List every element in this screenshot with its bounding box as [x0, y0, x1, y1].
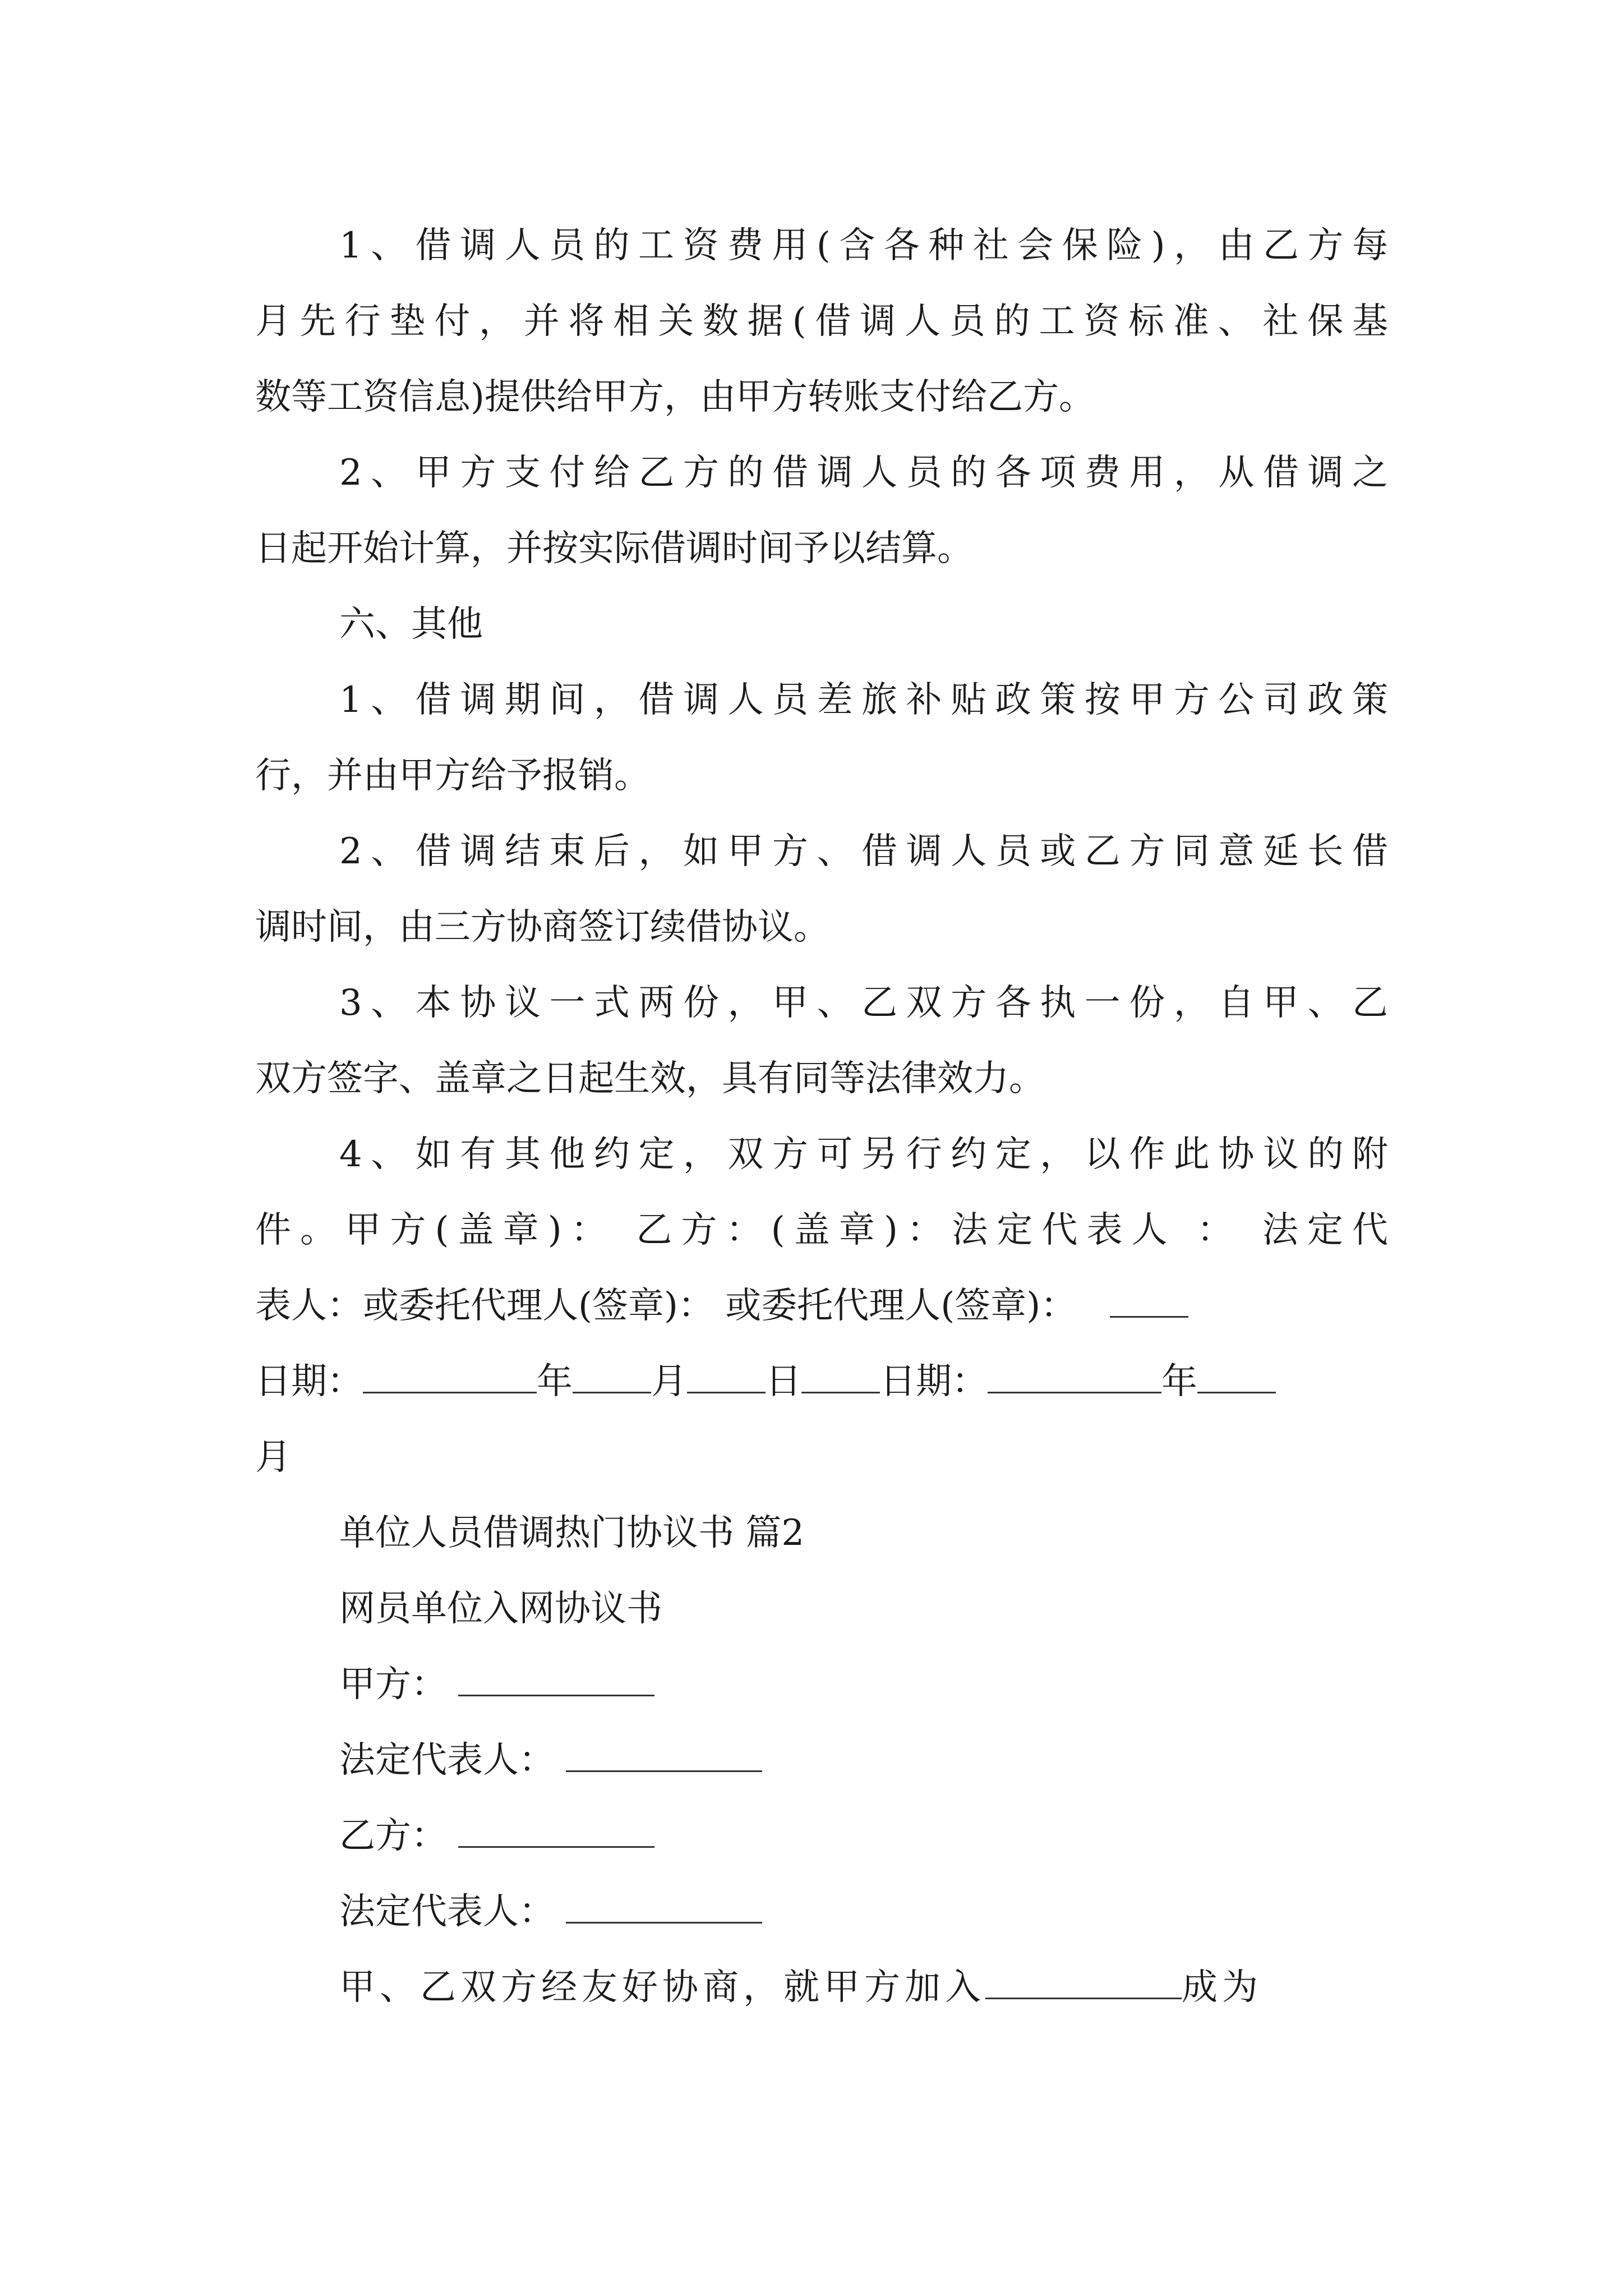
- date-year: 年: [1161, 1361, 1197, 1402]
- party-a-label: 甲方：: [339, 1664, 447, 1705]
- paragraph-line: 2、借调结束后，如甲方、借调人员或乙方同意延长借: [339, 831, 1388, 872]
- blank-field: [1197, 1358, 1276, 1393]
- paragraph-line: 行，并由甲方给予报销。: [255, 755, 650, 797]
- party-a-line: [339, 1659, 1388, 1710]
- party-b-label: 乙方：: [339, 1815, 447, 1857]
- section-heading: 六、其他: [339, 604, 483, 645]
- blank-field: [566, 1888, 762, 1924]
- blank-field: [458, 1661, 654, 1696]
- paragraph-line: 数等工资信息)提供给甲方，由甲方转账支付给乙方。: [255, 376, 1095, 418]
- date-month: 月: [651, 1361, 687, 1402]
- paragraph-line: [339, 1962, 1388, 2013]
- date-day: 日: [766, 1361, 801, 1402]
- paragraph-text: 成为: [1182, 1967, 1262, 2008]
- paragraph-line: 双方签字、盖章之日起生效，具有同等法律效力。: [255, 1058, 1045, 1099]
- blank-field: [573, 1358, 651, 1393]
- document-title: 网员单位入网协议书: [339, 1588, 662, 1630]
- blank-field: [1110, 1282, 1188, 1318]
- paragraph-text: 甲、乙双方经友好协商，就甲方加入: [339, 1967, 985, 2008]
- blank-field: [801, 1358, 880, 1393]
- blank-field: [458, 1812, 654, 1848]
- paragraph-line: 2、甲方支付给乙方的借调人员的各项费用，从借调之: [339, 452, 1388, 494]
- paragraph-line: 日起开始计算，并按实际借调时间予以结算。: [255, 528, 973, 569]
- legal-rep-label: 法定代表人：: [339, 1740, 555, 1781]
- date-year: 年: [537, 1361, 573, 1402]
- paragraph-line: 3、本协议一式两份，甲、乙双方各执一份，自甲、乙: [339, 982, 1388, 1024]
- date-line: [255, 1356, 1388, 1407]
- blank-field: [363, 1358, 537, 1393]
- section-title: 单位人员借调热门协议书 篇2: [339, 1512, 805, 1554]
- blank-field: [988, 1358, 1161, 1393]
- signature-label: 表人：或委托代理人(签章)： 或委托代理人(签章)：: [255, 1285, 1077, 1327]
- paragraph-line: 件。甲方(盖章)： 乙方：(盖章)：法定代表人 ： 法定代: [255, 1209, 1388, 1251]
- blank-field: [687, 1358, 766, 1393]
- paragraph-line: 月先行垫付，并将相关数据(借调人员的工资标准、社保基: [255, 301, 1388, 342]
- date-label: 日期：: [255, 1361, 363, 1402]
- blank-field: [985, 1964, 1182, 1999]
- legal-rep-line: [339, 1887, 1388, 1937]
- legal-rep-line: [339, 1735, 1388, 1786]
- party-b-line: [339, 1811, 1388, 1861]
- paragraph-line: 1、借调期间，借调人员差旅补贴政策按甲方公司政策: [339, 679, 1388, 721]
- paragraph-line: 1、借调人员的工资费用(含各种社会保险)，由乙方每: [339, 225, 1388, 266]
- paragraph-line: 调时间，由三方协商签订续借协议。: [255, 907, 829, 948]
- legal-rep-label: 法定代表人：: [339, 1891, 555, 1932]
- date-label: 日期：: [880, 1361, 988, 1402]
- date-month: 月: [255, 1437, 291, 1478]
- signature-line: [255, 1281, 1388, 1331]
- paragraph-line: 4、如有其他约定，双方可另行约定，以作此协议的附: [339, 1134, 1388, 1175]
- blank-field: [566, 1737, 762, 1772]
